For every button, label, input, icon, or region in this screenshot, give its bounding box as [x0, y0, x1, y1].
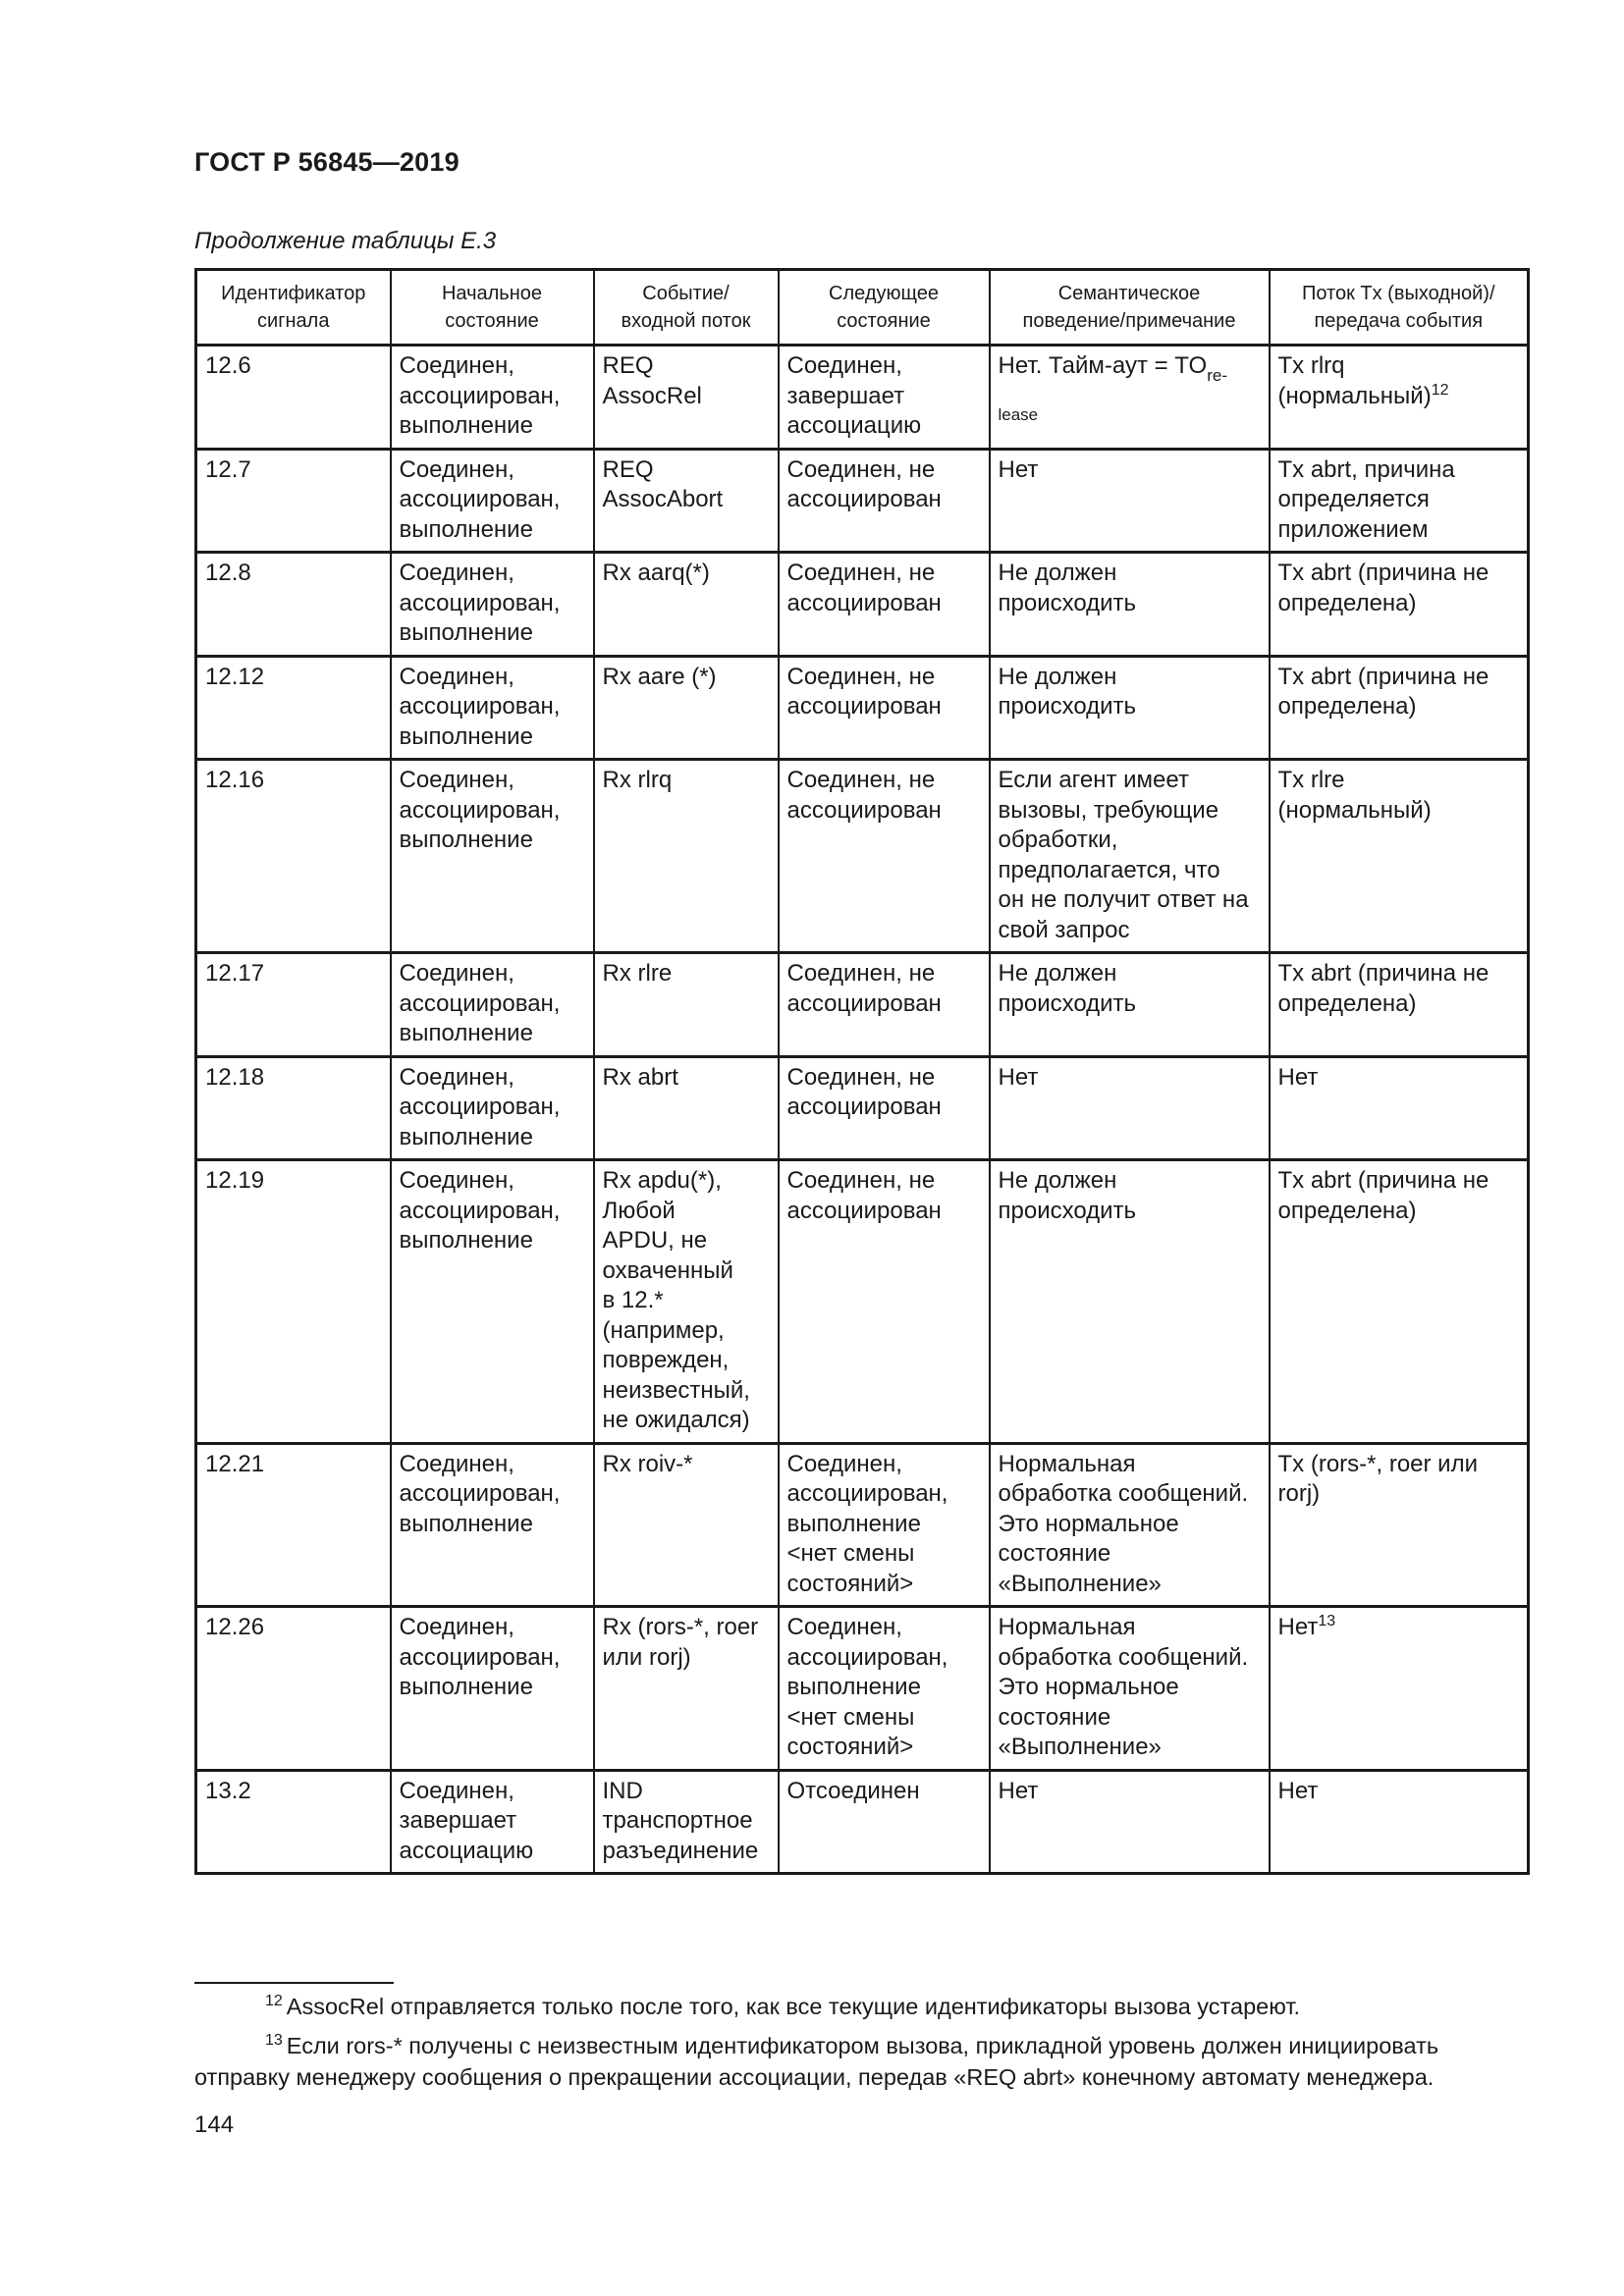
cell-semantic-text: Нормальная обработка сообщений. Это нормальное состояние «Выполнение» [998, 1614, 1249, 1760]
cell-tx-flow [1270, 449, 1529, 553]
cell-next-state-text: Соединен, ассоциирован, выполнение <нет смены состояний> [786, 1614, 948, 1760]
cell-tx-flow-text: Tx abrt (причина не определена) [1277, 1167, 1489, 1224]
cell-signal-id [196, 760, 391, 953]
footnote-mark: 12 [265, 1993, 283, 2009]
cell-signal-id [196, 1056, 391, 1160]
cell-next-state-text: Соединен, не ассоциирован [786, 1063, 942, 1120]
cell-next-state-text: Соединен, не ассоциирован [786, 1167, 942, 1224]
cell-semantic-text: Нормальная обработка сообщений. Это нормальное состояние «Выполнение» [998, 1450, 1249, 1597]
cell-signal-id-text: 12.12 [205, 663, 265, 690]
cell-next-state [779, 1770, 990, 1874]
cell-event [594, 553, 779, 657]
cell-initial-state [391, 1160, 594, 1444]
cell-semantic [990, 656, 1270, 760]
footnote-13 [194, 2030, 1530, 2093]
cell-event [594, 1607, 779, 1771]
cell-next-state [779, 553, 990, 657]
cell-tx-flow-text: Tx abrt, причина определяется приложением [1277, 455, 1455, 543]
cell-initial-state-text: Соединен, ассоциирован, выполнение [399, 1450, 561, 1537]
column-header-tx-flow: Поток Tx (выходной)/ передача события [1270, 270, 1529, 346]
cell-tx-flow-text: Tx rlrq (нормальный) [1277, 352, 1432, 409]
cell-next-state [779, 1056, 990, 1160]
footnote-divider [194, 1982, 394, 1984]
state-transition-table [194, 268, 1530, 1875]
table-row [196, 1607, 1529, 1771]
table-body [196, 346, 1529, 1874]
cell-tx-flow-text: Tx abrt (причина не определена) [1277, 960, 1489, 1017]
cell-initial-state [391, 760, 594, 953]
cell-event-text: Rx (rors-*, roer или rorj) [602, 1614, 759, 1671]
cell-signal-id [196, 553, 391, 657]
cell-signal-id-text: 12.16 [205, 767, 265, 793]
cell-initial-state-text: Соединен, ассоциирован, выполнение [399, 767, 561, 853]
cell-event [594, 760, 779, 953]
cell-signal-id-text: 12.26 [205, 1614, 265, 1640]
cell-signal-id [196, 449, 391, 553]
cell-semantic [990, 1160, 1270, 1444]
cell-signal-id [196, 1607, 391, 1771]
cell-next-state [779, 1607, 990, 1771]
cell-event-text: Rx rlrq [602, 767, 673, 793]
cell-semantic-text: Не должен происходить [998, 960, 1137, 1017]
cell-next-state-text: Соединен, ассоциирован, выполнение <нет смены состояний> [786, 1450, 948, 1597]
cell-tx-flow-text: Tx abrt (причина не определена) [1277, 663, 1489, 720]
cell-next-state [779, 346, 990, 450]
cell-tx-flow [1270, 760, 1529, 953]
cell-signal-id-text: 12.17 [205, 960, 265, 987]
cell-signal-id-text: 12.19 [205, 1167, 265, 1194]
cell-next-state-text: Соединен, не ассоциирован [786, 960, 942, 1017]
cell-signal-id [196, 1443, 391, 1607]
cell-next-state [779, 953, 990, 1057]
cell-event [594, 656, 779, 760]
column-header-signal-id: Идентификатор сигнала [196, 270, 391, 346]
cell-event-text: Rx abrt [602, 1063, 678, 1091]
cell-initial-state-text: Соединен, ассоциирован, выполнение [399, 1063, 561, 1150]
cell-semantic [990, 1056, 1270, 1160]
cell-next-state-text: Соединен, не ассоциирован [786, 560, 942, 616]
cell-tx-flow [1270, 1056, 1529, 1160]
cell-tx-flow-text: Tx rlre (нормальный) [1277, 767, 1432, 824]
cell-tx-flow [1270, 1160, 1529, 1444]
cell-signal-id [196, 346, 391, 450]
page-number: 144 [194, 2111, 235, 2138]
cell-initial-state [391, 346, 594, 450]
cell-event [594, 1770, 779, 1874]
table-row [196, 1056, 1529, 1160]
cell-initial-state [391, 1770, 594, 1874]
cell-initial-state [391, 656, 594, 760]
cell-next-state [779, 1160, 990, 1444]
cell-next-state [779, 656, 990, 760]
subscript-text: re- lease [998, 366, 1227, 424]
cell-semantic-text: Если агент имеет вызовы, требующие обработки, предполагается, что он не получит ответ на свой запрос [998, 767, 1249, 943]
cell-tx-flow-text: Нет [1277, 1063, 1319, 1091]
cell-event-text: IND транспортное разъединение [602, 1777, 759, 1864]
cell-event [594, 953, 779, 1057]
column-header-semantic: Семантическое поведение/примечание [990, 270, 1270, 346]
cell-initial-state-text: Соединен, ассоциирован, выполнение [399, 352, 561, 439]
table-row [196, 656, 1529, 760]
cell-signal-id [196, 656, 391, 760]
cell-event-text: REQ AssocAbort [602, 455, 724, 512]
cell-semantic [990, 449, 1270, 553]
cell-event [594, 1443, 779, 1607]
cell-tx-flow-text: Нет [1277, 1614, 1319, 1640]
cell-event [594, 1056, 779, 1160]
cell-semantic-text: Нет. Тайм-аут = TO [998, 352, 1208, 379]
cell-next-state-text: Соединен, завершает ассоциацию [786, 352, 922, 439]
cell-signal-id [196, 1160, 391, 1444]
table-row [196, 953, 1529, 1057]
cell-tx-flow [1270, 553, 1529, 657]
cell-event-text: Rx aarq(*) [602, 560, 710, 586]
cell-semantic [990, 953, 1270, 1057]
cell-initial-state [391, 1443, 594, 1607]
table-row [196, 449, 1529, 553]
cell-initial-state-text: Соединен, ассоциирован, выполнение [399, 560, 561, 646]
footnote-reference: 13 [1318, 1613, 1336, 1629]
cell-tx-flow-text: Tx abrt (причина не определена) [1277, 560, 1489, 616]
cell-semantic [990, 760, 1270, 953]
cell-event-text: REQ AssocRel [602, 352, 702, 409]
column-header-next-state: Следующее состояние [779, 270, 990, 346]
cell-next-state [779, 1443, 990, 1607]
cell-next-state-text: Соединен, не ассоциирован [786, 663, 942, 720]
cell-semantic-text: Не должен происходить [998, 1167, 1137, 1224]
cell-event-text: Rx aare (*) [602, 663, 717, 690]
table-row [196, 1160, 1529, 1444]
cell-tx-flow [1270, 1607, 1529, 1771]
cell-semantic-text: Не должен происходить [998, 663, 1137, 720]
table-header-row [196, 270, 1529, 346]
cell-event [594, 346, 779, 450]
cell-initial-state [391, 1056, 594, 1160]
cell-event-text: Rx rlre [602, 960, 673, 987]
cell-event [594, 449, 779, 553]
cell-semantic-text: Нет [998, 1777, 1039, 1804]
cell-event-text: Rx roiv-* [602, 1450, 693, 1477]
footnote-mark: 13 [265, 2032, 283, 2049]
cell-semantic [990, 346, 1270, 450]
cell-tx-flow-text: Tx (rors-*, roer или rorj) [1277, 1450, 1478, 1507]
footnote-12 [194, 1991, 1530, 2022]
cell-semantic [990, 553, 1270, 657]
document-header: ГОСТ Р 56845—2019 [194, 147, 460, 177]
cell-signal-id-text: 12.6 [205, 352, 251, 379]
cell-next-state-text: Соединен, не ассоциирован [786, 455, 942, 512]
cell-semantic [990, 1443, 1270, 1607]
cell-signal-id-text: 13.2 [205, 1777, 251, 1804]
cell-initial-state [391, 1607, 594, 1771]
table-row [196, 553, 1529, 657]
cell-tx-flow [1270, 953, 1529, 1057]
column-header-event: Событие/ входной поток [594, 270, 779, 346]
cell-next-state-text: Соединен, не ассоциирован [786, 767, 942, 824]
cell-initial-state-text: Соединен, ассоциирован, выполнение [399, 1167, 561, 1254]
cell-event [594, 1160, 779, 1444]
cell-signal-id [196, 1770, 391, 1874]
cell-semantic [990, 1770, 1270, 1874]
cell-signal-id-text: 12.21 [205, 1450, 265, 1477]
cell-initial-state [391, 953, 594, 1057]
cell-initial-state-text: Соединен, ассоциирован, выполнение [399, 663, 561, 750]
footnote-text: AssocRel отправляется только после того, как все текущие идентификаторы вызова устареют. [286, 1994, 1301, 2019]
cell-initial-state-text: Соединен, ассоциирован, выполнение [399, 455, 561, 543]
cell-tx-flow [1270, 346, 1529, 450]
cell-tx-flow [1270, 656, 1529, 760]
cell-semantic-text: Нет [998, 1063, 1039, 1091]
cell-tx-flow [1270, 1443, 1529, 1607]
cell-semantic-text: Нет [998, 455, 1039, 483]
cell-next-state [779, 760, 990, 953]
table-row [196, 346, 1529, 450]
cell-semantic [990, 1607, 1270, 1771]
table-row [196, 1770, 1529, 1874]
cell-signal-id [196, 953, 391, 1057]
cell-event-text: Rx apdu(*), Любой APDU, не охваченный в 12.* (например, поврежден, неизвестный, не ожидался) [602, 1167, 750, 1433]
table-row [196, 1443, 1529, 1607]
cell-next-state-text: Отсоединен [786, 1777, 920, 1804]
cell-semantic-text: Не должен происходить [998, 560, 1137, 616]
cell-next-state [779, 449, 990, 553]
cell-tx-flow [1270, 1770, 1529, 1874]
cell-tx-flow-text: Нет [1277, 1777, 1319, 1804]
cell-initial-state [391, 449, 594, 553]
cell-signal-id-text: 12.7 [205, 455, 251, 483]
footnote-reference: 12 [1431, 381, 1449, 399]
cell-initial-state-text: Соединен, завершает ассоциацию [399, 1777, 534, 1864]
column-header-initial-state: Начальное состояние [391, 270, 594, 346]
cell-initial-state-text: Соединен, ассоциирован, выполнение [399, 1614, 561, 1700]
cell-signal-id-text: 12.8 [205, 560, 251, 586]
cell-signal-id-text: 12.18 [205, 1063, 265, 1091]
cell-initial-state [391, 553, 594, 657]
table-caption: Продолжение таблицы Е.3 [194, 228, 497, 254]
cell-initial-state-text: Соединен, ассоциирован, выполнение [399, 960, 561, 1046]
table-row [196, 760, 1529, 953]
footnote-text: Если rors-* получены с неизвестным идентификатором вызова, прикладной уровень должен инициировать отправку менеджеру сообщения о прекращении ассоциации, передав «REQ abrt» конечному автомату менеджера. [194, 2033, 1439, 2090]
